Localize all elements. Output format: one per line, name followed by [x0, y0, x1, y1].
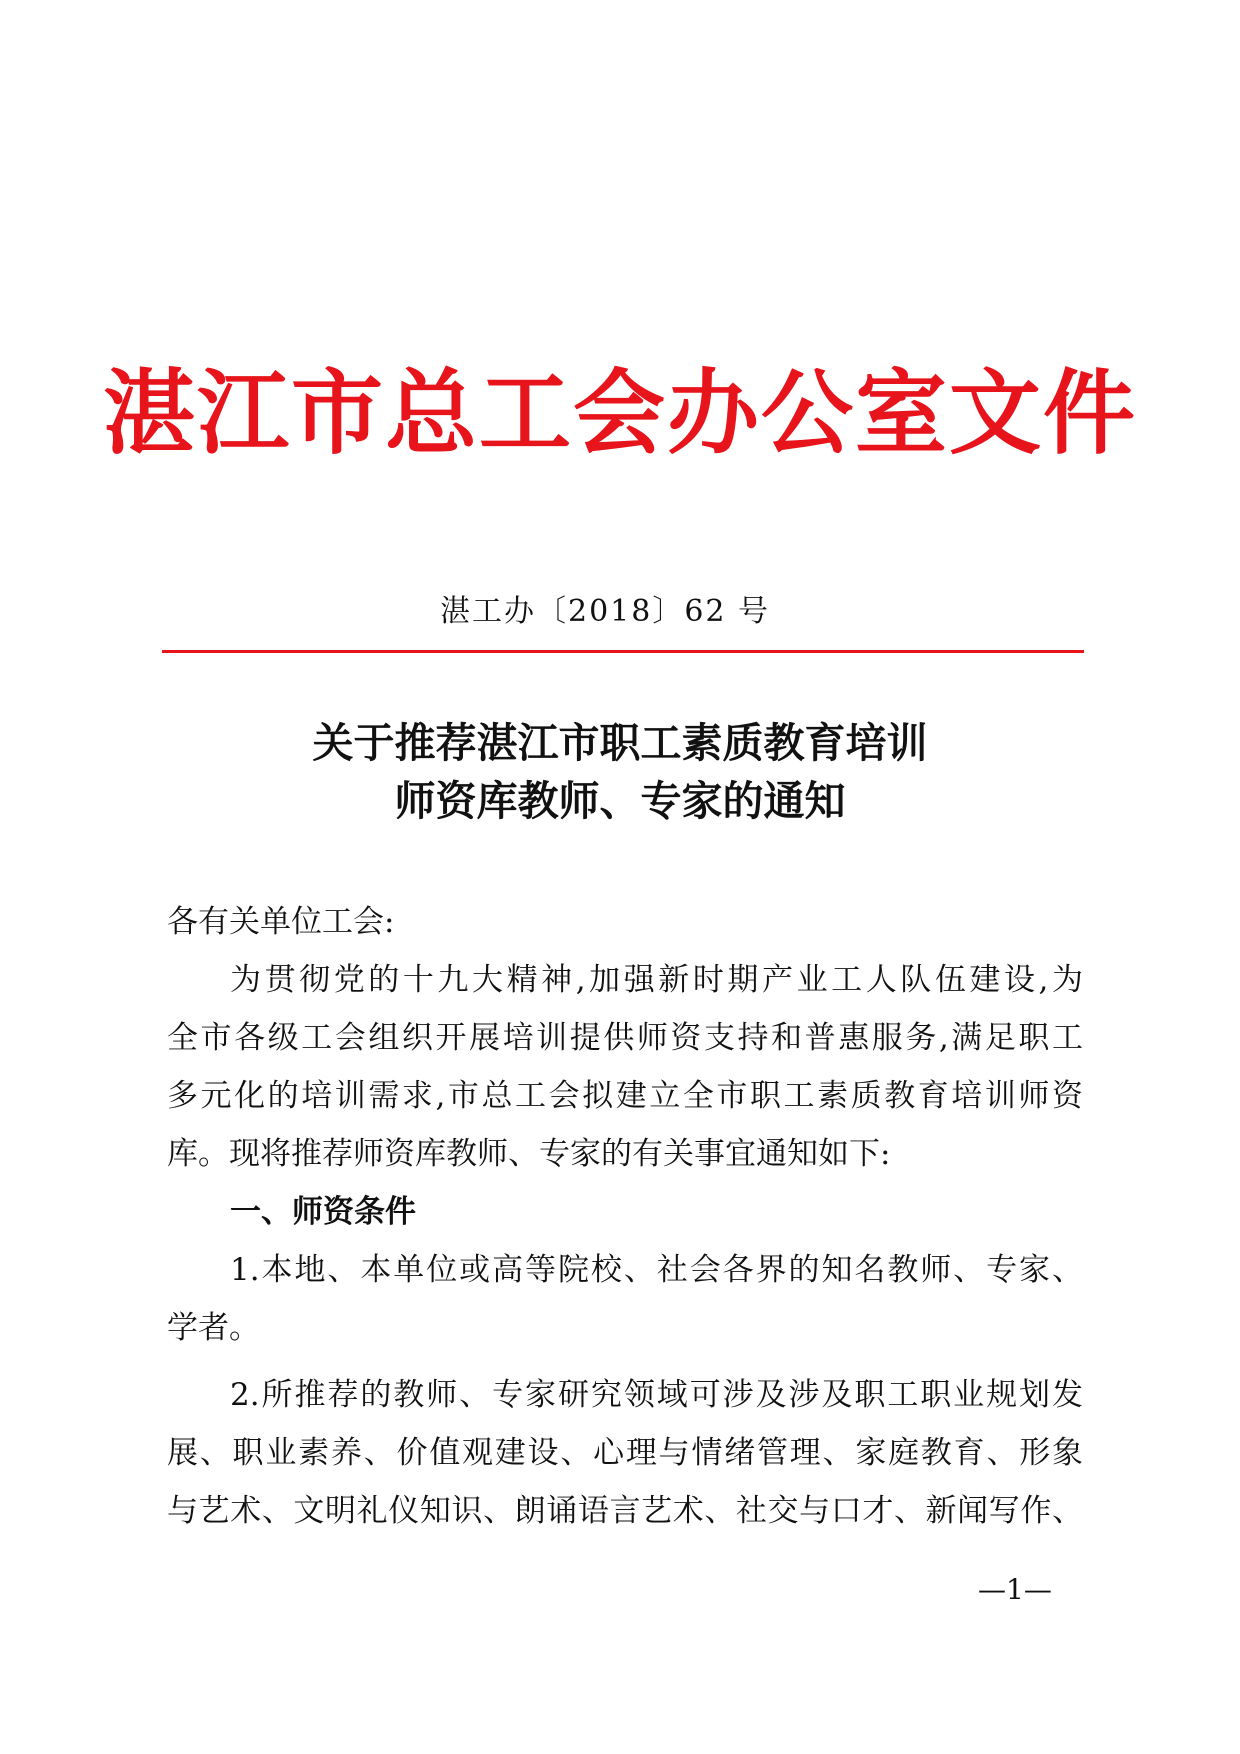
intro-line: 多元化的培训需求,市总工会拟建立全市职工素质教育培训师资 — [167, 1078, 1083, 1114]
list-item-line: 与艺术、文明礼仪知识、朗诵语言艺术、社交与口才、新闻写作、 — [167, 1493, 1083, 1529]
list-item-line: 1.本地、本单位或高等院校、社会各界的知名教师、专家、 — [230, 1252, 1083, 1288]
list-item-line: 展、职业素养、价值观建设、心理与情绪管理、家庭教育、形象 — [167, 1435, 1083, 1471]
document-number: 湛工办〔2018〕62 号 — [440, 594, 771, 629]
notice-title-line-2: 师资库教师、专家的通知 — [394, 777, 846, 825]
list-item-line: 2.所推荐的教师、专家研究领域可涉及涉及职工职业规划发 — [230, 1377, 1083, 1413]
intro-line: 库。现将推荐师资库教师、专家的有关事宜通知如下: — [167, 1136, 891, 1172]
notice-title-line-1: 关于推荐湛江市职工素质教育培训 — [312, 719, 928, 767]
intro-line: 全市各级工会组织开展培训提供师资支持和普惠服务,满足职工 — [167, 1020, 1083, 1056]
masthead-title: 湛江市总工会办公室文件 — [102, 359, 1137, 467]
salutation: 各有关单位工会: — [167, 904, 395, 940]
page-number: —1— — [978, 1573, 1052, 1606]
red-divider-rule — [162, 650, 1084, 653]
list-item-line: 学者。 — [167, 1310, 260, 1346]
intro-line: 为贯彻党的十九大精神,加强新时期产业工人队伍建设,为 — [230, 962, 1083, 998]
section-heading: 一、师资条件 — [230, 1194, 416, 1230]
